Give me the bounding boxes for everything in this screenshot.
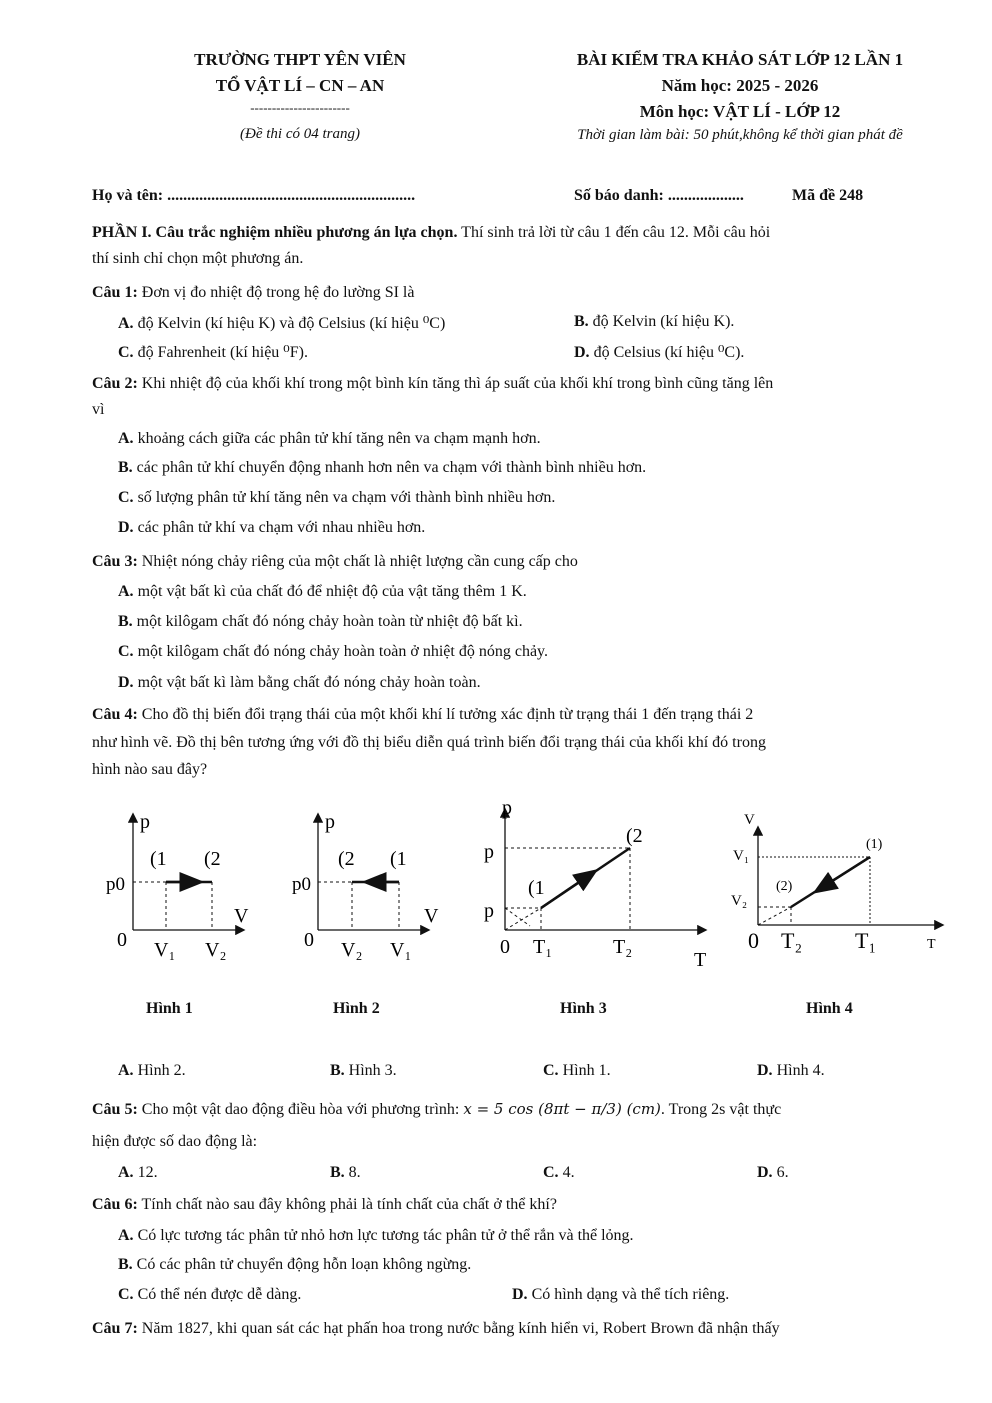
figure-2-pv-diagram: [292, 811, 439, 961]
option-text: số lượng phân tử khí tăng nên va chạm với thành bình nhiều hơn.: [133, 489, 556, 506]
option-text: 4.: [558, 1164, 575, 1181]
option-letter: A.: [118, 1164, 134, 1181]
option-text: một kilôgam chất đó nóng chảy hoàn toàn từ nhiệt độ bất kì.: [132, 613, 523, 630]
fig2-p0-label: p0: [292, 874, 311, 895]
option-letter: C.: [118, 643, 134, 660]
exam-title: BÀI KIỂM TRA KHẢO SÁT LỚP 12 LẦN 1: [576, 50, 904, 69]
fig1-v1-label: V₁: [154, 939, 176, 961]
option-text: Có các phân tử chuyển động hỗn loạn không ngừng.: [132, 1256, 472, 1273]
fig3-p-axis: p: [502, 797, 512, 819]
option-text: độ Kelvin (kí hiệu K) và độ Celsius (kí hiệu ⁰C): [133, 315, 446, 332]
q7-label: Câu 7:: [92, 1320, 138, 1337]
fig3-t1-label: T₁: [533, 936, 553, 958]
q5-text-post: . Trong 2s vật thực: [660, 1101, 782, 1118]
q1-text: Đơn vị đo nhiệt độ trong hệ đo lường SI là: [137, 284, 415, 301]
school-year: Năm học: 2025 - 2026: [661, 76, 819, 95]
q1-option-d[interactable]: [574, 342, 744, 362]
option-letter: A.: [118, 430, 134, 447]
fig4-v-axis: V: [744, 812, 755, 828]
option-letter: B.: [330, 1062, 345, 1079]
option-text: độ Fahrenheit (kí hiệu ⁰F).: [133, 344, 308, 361]
q4-text-2: như hình vẽ. Đồ thị bên tương ứng với đồ thị biểu diễn quá trình biến đổi trạng thái của khối khí đó trong: [92, 734, 766, 751]
option-text: Hình 3.: [344, 1062, 397, 1079]
option-text: 8.: [344, 1164, 361, 1181]
fig2-v2-label: V₂: [341, 939, 363, 961]
fig4-origin: 0: [748, 928, 759, 953]
option-text: độ Kelvin (kí hiệu K).: [588, 313, 735, 330]
option-letter: C.: [118, 344, 134, 361]
pages-note: (Đề thi có 04 trang): [240, 126, 360, 142]
sbd-field: Số báo danh: ...................: [574, 187, 744, 204]
fig1-state-1: (1: [150, 848, 167, 870]
q5-text-2: hiện được số dao động là:: [92, 1133, 258, 1150]
q5-option-a[interactable]: [118, 1164, 158, 1182]
q5-option-c[interactable]: [543, 1164, 575, 1182]
fig2-v1-label: V₁: [390, 939, 412, 961]
option-letter: A.: [118, 1227, 134, 1244]
option-text: Hình 4.: [772, 1062, 825, 1079]
q2-option-b[interactable]: [118, 459, 646, 477]
q6-option-c[interactable]: [118, 1286, 301, 1304]
option-letter: C.: [543, 1062, 559, 1079]
subject: Môn học: VẬT LÍ - LỚP 12: [639, 102, 841, 121]
q5-option-b[interactable]: [330, 1164, 361, 1182]
fig3-state-1: (1: [528, 877, 545, 899]
option-letter: B.: [118, 613, 133, 630]
figure-2-caption: Hình 2: [333, 1000, 380, 1017]
exam-time: Thời gian làm bài: 50 phút,không kể thời gian phát đề: [577, 127, 903, 143]
department: TỔ VẬT LÍ – CN – AN: [215, 76, 385, 95]
option-letter: D.: [512, 1286, 528, 1303]
figure-4-caption: Hình 4: [806, 1000, 853, 1017]
q6-label: Câu 6:: [92, 1196, 138, 1213]
figure-4-vt-diagram: [731, 812, 942, 953]
fig4-v2-label: V₂: [731, 893, 748, 909]
fig2-state-1: (1: [390, 848, 407, 870]
part1-intro: [92, 224, 770, 242]
fig1-p0-label: p0: [106, 874, 125, 895]
question-2: [92, 375, 773, 393]
option-letter: C.: [118, 1286, 134, 1303]
state-diagrams: [0, 790, 992, 980]
fig3-origin: 0: [500, 936, 510, 958]
fig1-state-2: (2: [204, 848, 221, 870]
question-7: [92, 1320, 780, 1338]
option-letter: D.: [118, 519, 134, 536]
option-letter: A.: [118, 315, 134, 332]
option-text: các phân tử khí chuyển động nhanh hơn nên va chạm với thành bình nhiều hơn.: [132, 459, 647, 476]
q2-label: Câu 2:: [92, 375, 138, 392]
figure-3-pt-diagram: [484, 797, 706, 971]
q3-option-a[interactable]: [118, 583, 527, 601]
question-5: [92, 1100, 781, 1119]
fig4-t-axis: T: [927, 937, 936, 952]
q6-option-a[interactable]: [118, 1227, 634, 1245]
q1-option-c[interactable]: [118, 342, 308, 362]
option-letter: C.: [118, 489, 134, 506]
fig3-t2-label: T₂: [613, 936, 633, 958]
option-text: một vật bất kì của chất đó để nhiệt độ của vật tăng thêm 1 K.: [133, 583, 527, 600]
fig2-state-2: (2: [338, 848, 355, 870]
q6-option-d[interactable]: [512, 1286, 729, 1304]
option-letter: B.: [118, 1256, 133, 1273]
option-letter: D.: [757, 1164, 773, 1181]
q1-option-a[interactable]: [118, 313, 445, 333]
fig3-p1-label: p: [484, 900, 494, 922]
q2-option-d[interactable]: [118, 519, 425, 537]
option-letter: D.: [757, 1062, 773, 1079]
q1-label: Câu 1:: [92, 284, 138, 301]
option-text: 6.: [772, 1164, 789, 1181]
option-text: Có lực tương tác phân tử nhỏ hơn lực tương tác phân tử ở thể rắn và thể lỏng.: [133, 1227, 634, 1244]
question-3: [92, 553, 578, 571]
q3-option-d[interactable]: [118, 674, 481, 692]
q3-option-c[interactable]: [118, 643, 548, 661]
q5-option-d[interactable]: [757, 1164, 789, 1182]
figure-1-pv-diagram: [106, 811, 249, 961]
option-letter: C.: [543, 1164, 559, 1181]
part1-text: Thí sinh trả lời từ câu 1 đến câu 12. Mỗi câu hỏi: [457, 224, 771, 241]
option-text: một kilôgam chất đó nóng chảy hoàn toàn ở nhiệt độ nóng chảy.: [133, 643, 549, 660]
exam-code: Mã đề 248: [792, 187, 864, 204]
option-letter: B.: [118, 459, 133, 476]
q4-text-3: hình nào sau đây?: [92, 761, 208, 778]
header-divider: -----------------------: [250, 100, 350, 115]
option-text: 12.: [133, 1164, 158, 1181]
q5-equation: x = 5 cos (8πt − π/3) (cm): [463, 1100, 661, 1118]
q7-text: Năm 1827, khi quan sát các hạt phấn hoa trong nước bằng kính hiển vi, Robert Brown đã nhận thấy: [137, 1320, 780, 1337]
option-text: Có hình dạng và thể tích riêng.: [527, 1286, 730, 1303]
q6-text: Tính chất nào sau đây không phải là tính chất của chất ở thể khí?: [137, 1196, 557, 1213]
option-text: một vật bất kì làm bằng chất đó nóng chảy hoàn toàn.: [133, 674, 481, 691]
option-text: độ Celsius (kí hiệu ⁰C).: [589, 344, 745, 361]
fig3-state-2: (2: [626, 825, 643, 847]
q2-text: Khi nhiệt độ của khối khí trong một bình kín tăng thì áp suất của khối khí trong bình cũng tăng lên: [137, 375, 774, 392]
q3-option-b[interactable]: [118, 613, 523, 631]
part1-title: PHẦN I. Câu trắc nghiệm nhiều phương án lựa chọn.: [92, 224, 458, 241]
option-letter: A.: [118, 583, 134, 600]
option-letter: A.: [118, 1062, 134, 1079]
q5-text: Cho một vật dao động điều hòa với phương trình:: [137, 1101, 464, 1118]
fig4-t2-label: T₂: [781, 928, 803, 953]
fig3-t-axis: T: [694, 949, 707, 971]
q4-text: Cho đồ thị biến đổi trạng thái của một khối khí lí tưởng xác định từ trạng thái 1 đến trạng thái 2: [137, 706, 754, 723]
q2-text-2: vì: [92, 401, 105, 418]
question-4: [92, 706, 753, 724]
q4-option-b[interactable]: [330, 1062, 397, 1080]
option-letter: D.: [574, 344, 590, 361]
question-6: [92, 1196, 557, 1214]
fig2-p-label: p: [325, 811, 335, 833]
fig1-v2-label: V₂: [205, 939, 227, 961]
figure-3-caption: Hình 3: [560, 1000, 607, 1017]
school-name: TRƯỜNG THPT YÊN VIÊN: [194, 50, 406, 69]
fig3-p2-label: p: [484, 841, 494, 863]
option-text: các phân tử khí va chạm với nhau nhiều hơn.: [133, 519, 426, 536]
q4-option-a[interactable]: [118, 1062, 186, 1080]
fig1-p-label: p: [140, 811, 150, 833]
q5-label: Câu 5:: [92, 1101, 138, 1118]
q6-option-b[interactable]: [118, 1256, 471, 1274]
fig4-state-2: (2): [776, 879, 793, 894]
q4-label: Câu 4:: [92, 706, 138, 723]
fig2-v-axis: V: [424, 905, 439, 927]
part1-text-2: thí sinh chỉ chọn một phương án.: [92, 250, 304, 267]
option-text: Hình 2.: [133, 1062, 186, 1079]
figure-1-caption: Hình 1: [146, 1000, 193, 1017]
option-letter: B.: [330, 1164, 345, 1181]
fig4-t1-label: T₁: [855, 928, 877, 953]
fig1-v-axis: V: [234, 905, 249, 927]
name-field: Họ và tên: ..............................................................: [92, 187, 416, 204]
q4-option-c[interactable]: [543, 1062, 611, 1080]
option-letter: D.: [118, 674, 134, 691]
q2-option-a[interactable]: [118, 430, 541, 448]
q3-text: Nhiệt nóng chảy riêng của một chất là nhiệt lượng cần cung cấp cho: [137, 553, 578, 570]
question-1: [92, 284, 414, 302]
fig4-v1-label: V₁: [733, 848, 750, 864]
option-text: Có thể nén được dễ dàng.: [133, 1286, 302, 1303]
q2-option-c[interactable]: [118, 489, 555, 507]
fig4-state-1: (1): [866, 837, 883, 852]
q4-option-d[interactable]: [757, 1062, 825, 1080]
fig1-origin: 0: [117, 929, 127, 951]
fig2-origin: 0: [304, 929, 314, 951]
option-text: Hình 1.: [558, 1062, 611, 1079]
option-letter: B.: [574, 313, 589, 330]
q3-label: Câu 3:: [92, 553, 138, 570]
q1-option-b[interactable]: [574, 313, 734, 331]
option-text: khoảng cách giữa các phân tử khí tăng nên va chạm mạnh hơn.: [133, 430, 541, 447]
